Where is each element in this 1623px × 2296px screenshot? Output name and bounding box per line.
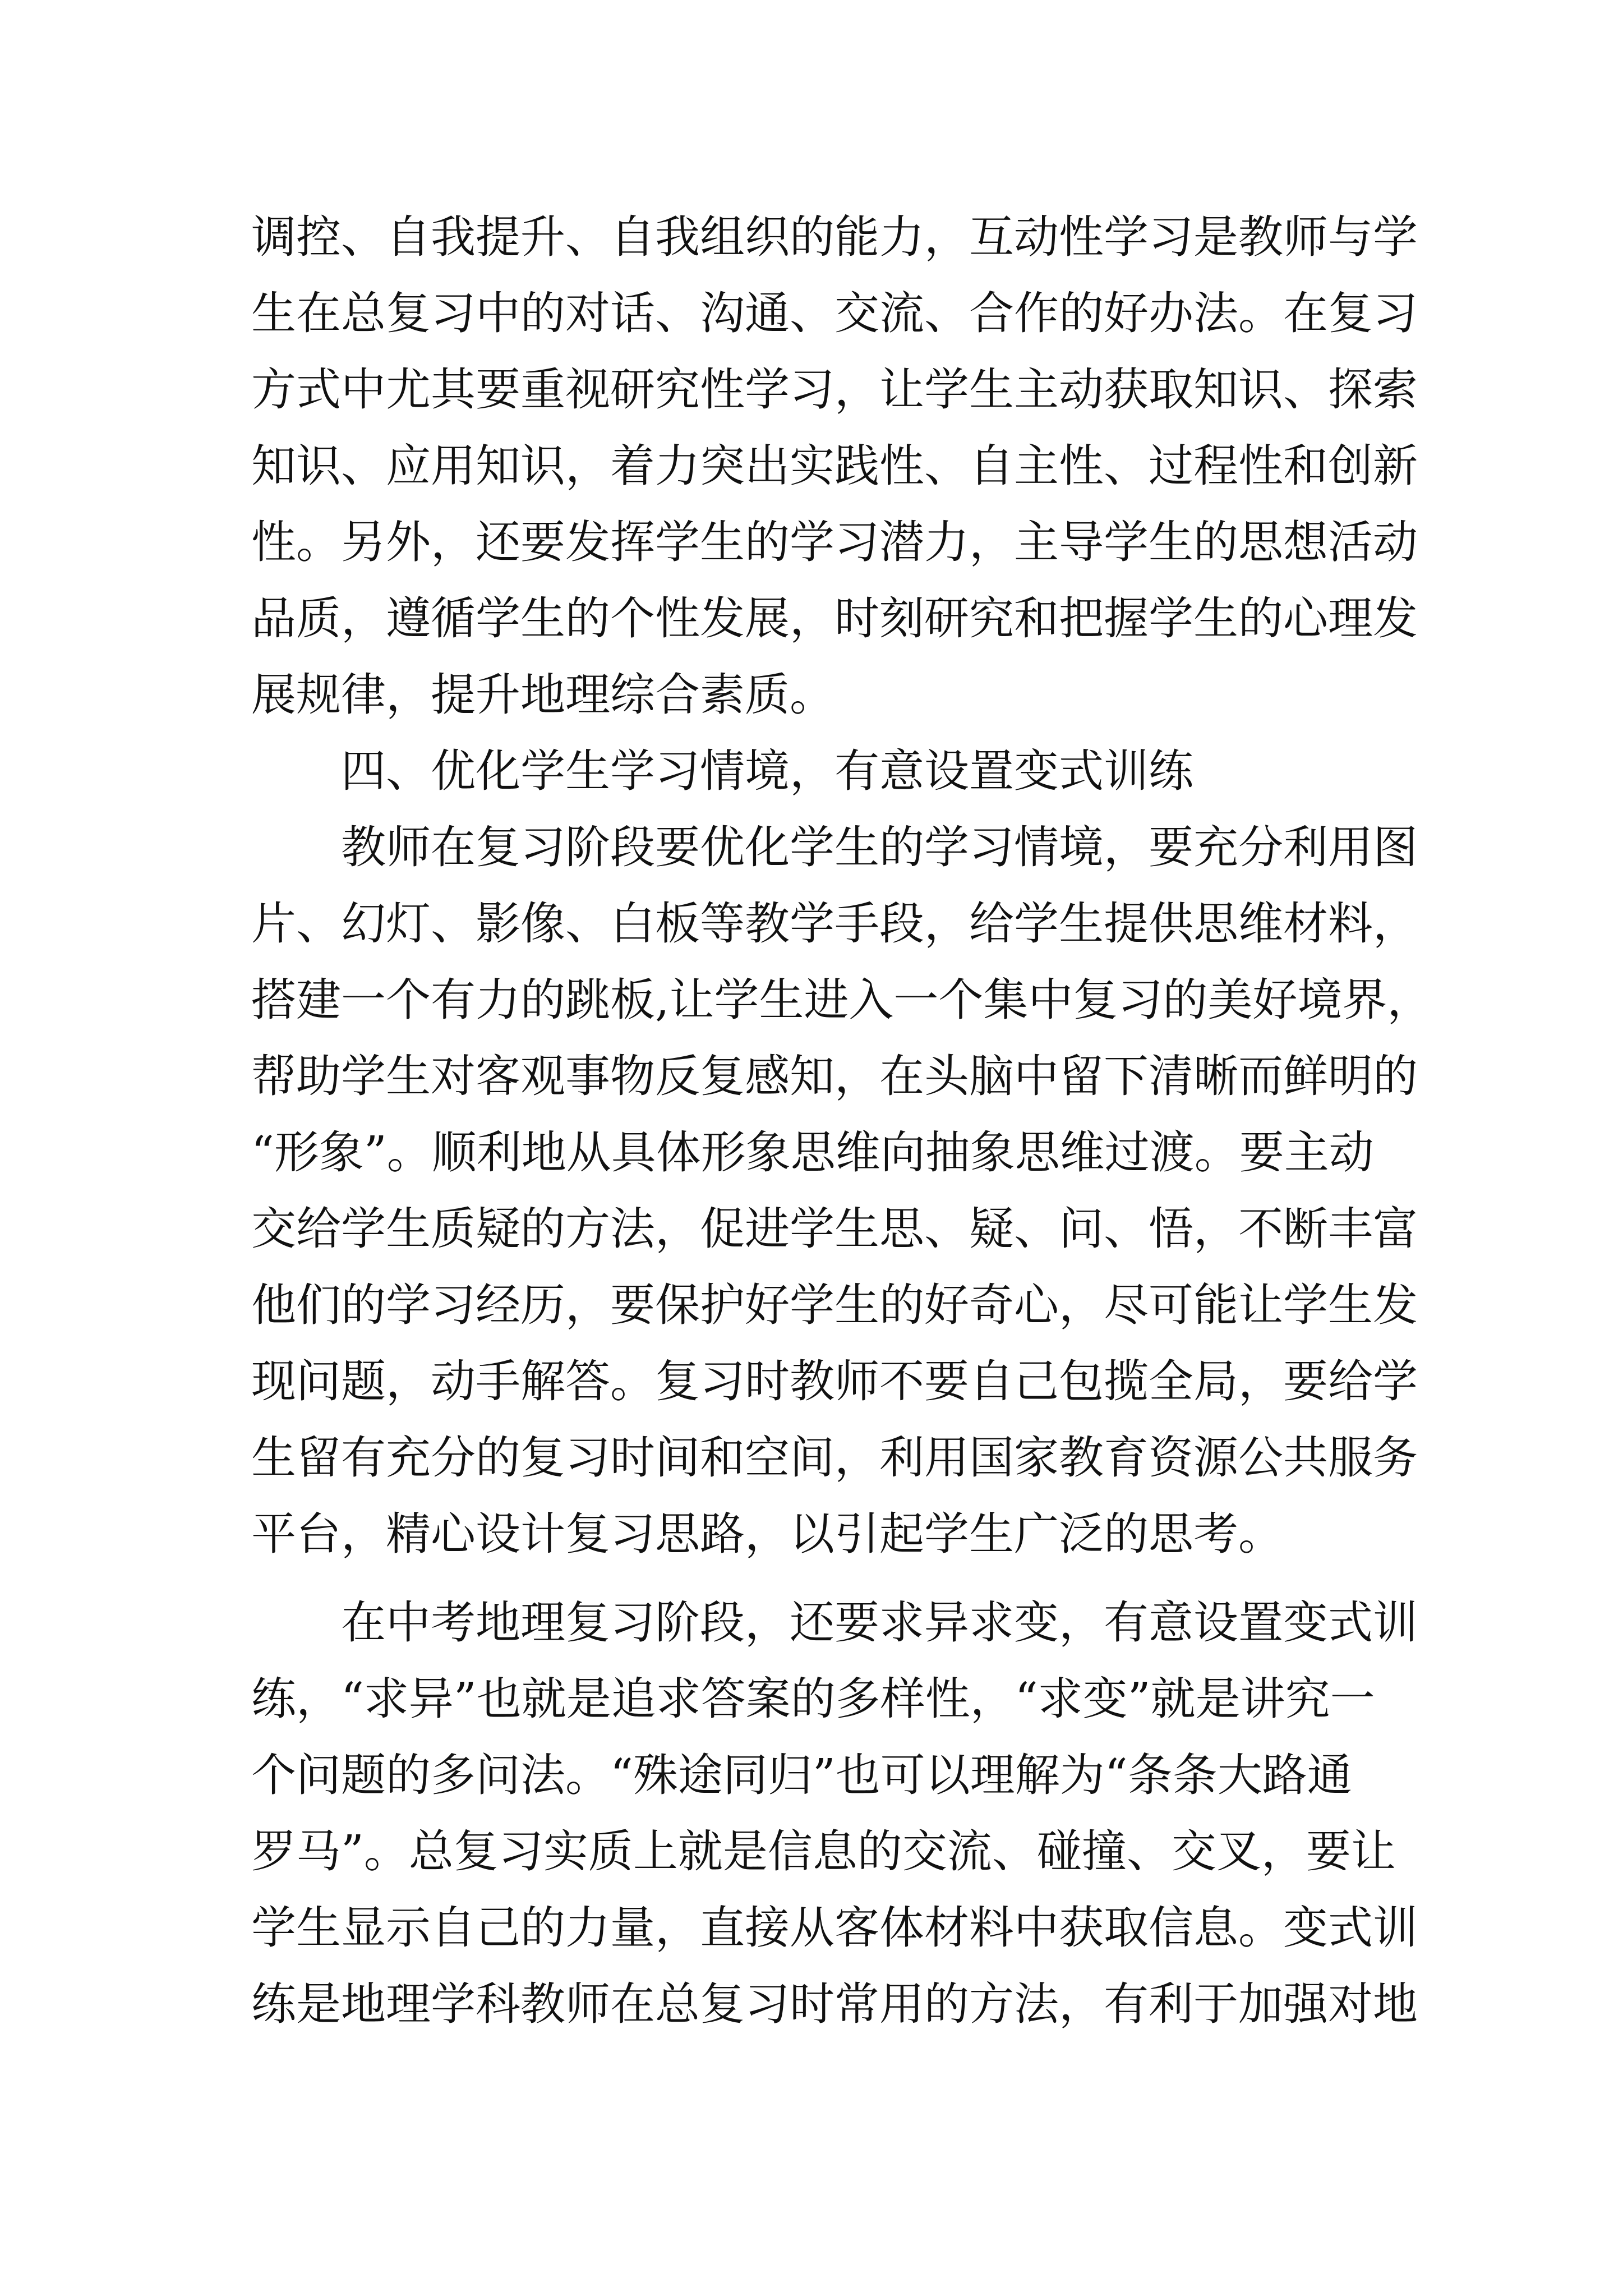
- text-line: 练是地理学科教师在总复习时常用的方法，有利于加强对地: [251, 1978, 1418, 2030]
- text-line: 教师在复习阶段要优化学生的学习情境，要充分利用图: [251, 821, 1418, 873]
- text-line: 知识、应用知识，着力突出实践性、自主性、过程性和创新: [251, 440, 1418, 492]
- text-line: 生在总复习中的对话、沟通、交流、合作的好办法。在复习: [251, 287, 1418, 339]
- text-line: 学生显示自己的力量，直接从客体材料中获取信息。变式训: [251, 1902, 1418, 1954]
- text-line: 交给学生质疑的方法，促进学生思、疑、问、悟，不断丰富: [251, 1203, 1418, 1255]
- section-heading: 四、优化学生学习情境，有意设置变式训练: [251, 745, 1193, 797]
- text-line: 生留有充分的复习时间和空间，利用国家教育资源公共服务: [251, 1432, 1418, 1484]
- text-line: 罗马”。总复习实质上就是信息的交流、碰撞、交叉，要让: [251, 1825, 1396, 1878]
- text-line: “形象”。顺利地从具体形象思维向抽象思维过渡。要主动: [251, 1126, 1374, 1179]
- text-line: 练，“求异”也就是追求答案的多样性，“求变”就是讲究一: [251, 1673, 1375, 1725]
- text-line: 调控、自我提升、自我组织的能力，互动性学习是教师与学: [251, 211, 1418, 263]
- text-line: 个问题的多问法。“殊途同归”也可以理解为“条条大路通: [251, 1749, 1352, 1801]
- text-line: 平台，精心设计复习思路，以引起学生广泛的思考。: [251, 1508, 1283, 1560]
- body-text: [251, 199, 1446, 2042]
- text-line: 展规律，提升地理综合素质。: [251, 669, 834, 721]
- text-line: 性。另外，还要发挥学生的学习潜力，主导学生的思想活动: [251, 516, 1418, 568]
- text-line: 他们的学习经历，要保护好学生的好奇心，尽可能让学生发: [251, 1279, 1418, 1331]
- text-line: 片、幻灯、影像、白板等教学手段，给学生提供思维材料，: [251, 898, 1418, 950]
- text-line: 品质，遵循学生的个性发展，时刻研究和把握学生的心理发: [251, 592, 1418, 645]
- text-line: 现问题，动手解答。复习时教师不要自己包揽全局，要给学: [251, 1355, 1418, 1407]
- text-line: 方式中尤其要重视研究性学习，让学生主动获取知识、探索: [251, 364, 1418, 416]
- text-line: 帮助学生对客观事物反复感知，在头脑中留下清晰而鲜明的: [251, 1050, 1418, 1102]
- text-line: 在中考地理复习阶段，还要求异求变，有意设置变式训: [251, 1596, 1418, 1649]
- paragraph-gap: [251, 1572, 1446, 1585]
- text-line: 搭建一个有力的跳板,让学生进入一个集中复习的美好境界，: [251, 974, 1432, 1026]
